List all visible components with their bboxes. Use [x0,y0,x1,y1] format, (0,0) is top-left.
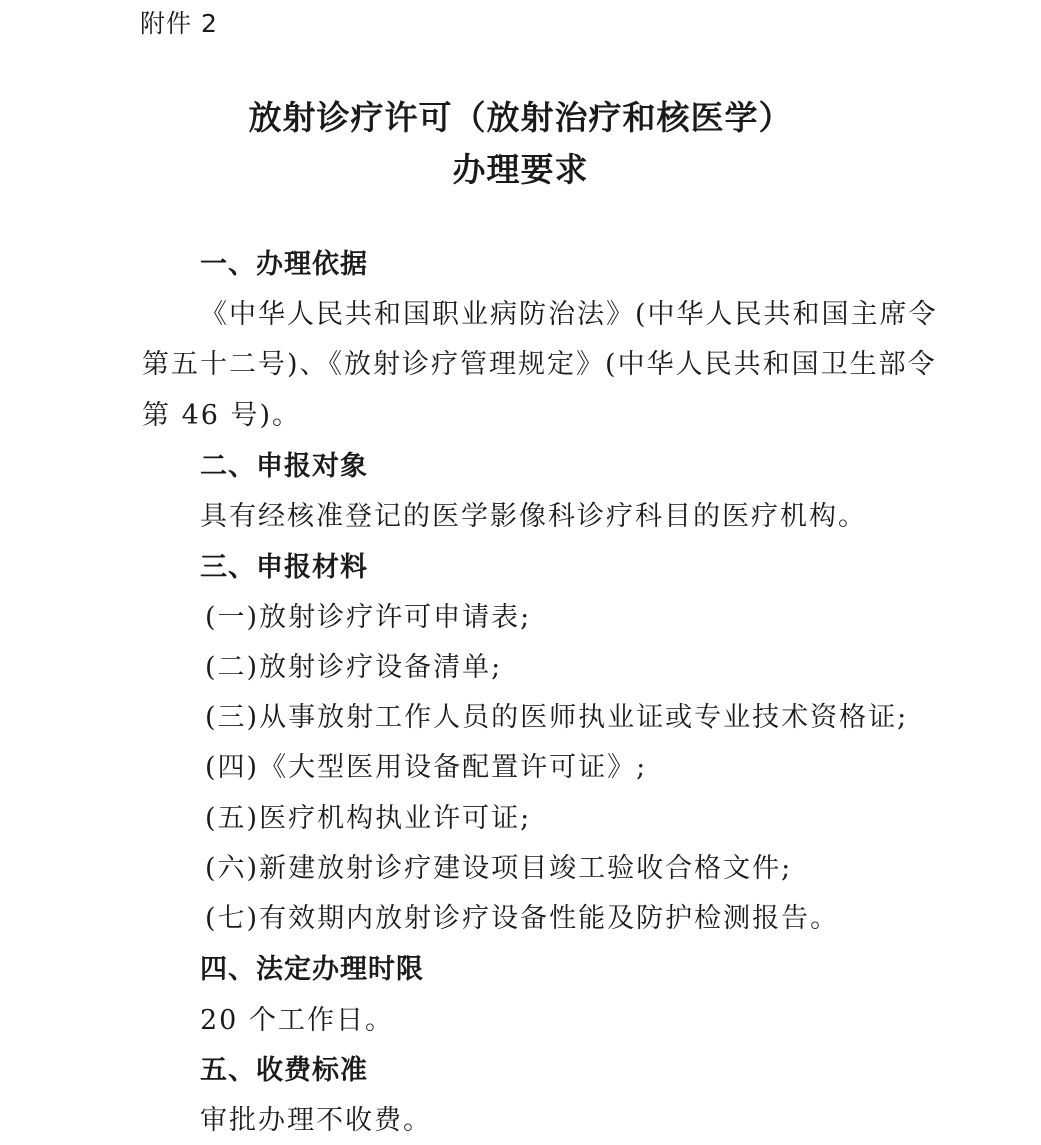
target-text: 具有经核准登记的医学影像科诊疗科目的医疗机构。 [200,501,867,532]
attachment-label: 附件 2 [140,9,218,38]
materials-item: (七)有效期内放射诊疗设备性能及防护检测报告。 [205,903,840,934]
fees-text: 审批办理不收费。 [200,1105,432,1136]
time-limit-text: 20 个工作日。 [200,1005,394,1036]
document-title-line-2: 办理要求 [452,150,589,189]
section-heading-target: 二、申报对象 [200,451,368,482]
materials-item: (一)放射诊疗许可申请表; [205,602,532,633]
materials-item: (五)医疗机构执业许可证; [205,803,532,834]
basis-line-1: 《中华人民共和国职业病防治法》(中华人民共和国主席令 [200,299,938,330]
document-title-line-1: 放射诊疗许可（放射治疗和核医学） [248,98,793,137]
basis-line-3: 第 46 号)。 [142,400,302,431]
section-heading-basis: 一、办理依据 [200,249,368,280]
basis-line-2: 第五十二号)、《放射诊疗管理规定》(中华人民共和国卫生部令 [142,349,937,380]
materials-item: (六)新建放射诊疗建设项目竣工验收合格文件; [205,853,793,884]
materials-item: (二)放射诊疗设备清单; [205,652,503,683]
materials-item: (四)《大型医用设备配置许可证》; [205,752,648,783]
materials-item: (三)从事放射工作人员的医师执业证或专业技术资格证; [205,702,909,733]
section-heading-time-limit: 四、法定办理时限 [200,954,424,985]
section-heading-fees: 五、收费标准 [200,1055,368,1086]
section-heading-materials: 三、申报材料 [200,552,368,583]
